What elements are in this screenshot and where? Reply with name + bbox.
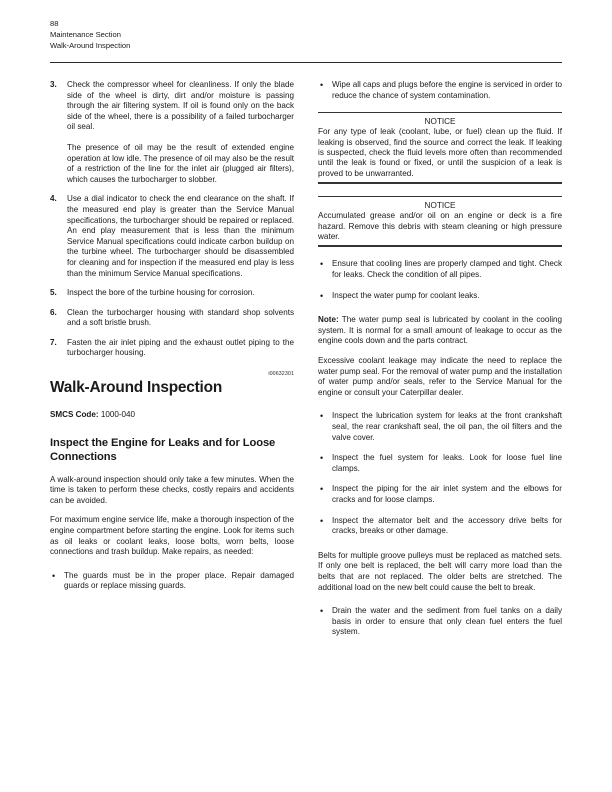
notice-body: Accumulated grease and/or oil on an engine or deck is a fire hazard. Remove this debris with steam cleaning or high pressure water. <box>318 211 562 242</box>
notice-title: NOTICE <box>424 201 456 211</box>
bullet-list-item <box>318 484 562 505</box>
paragraph: Belts for multiple groove pulleys must be replaced as matched sets. If only one belt is replaced, the belt will carry more load than the belts that are not replaced. The older belts are stretched. The additional load on the new belt could cause the belt to break. <box>318 550 562 592</box>
bullet-list-item <box>50 571 294 592</box>
numbered-list-item <box>50 288 294 299</box>
bullet-text: Ensure that cooling lines are properly clamped and tight. Check for leaks. Check the condition of all pipes. <box>332 259 562 280</box>
right-column <box>318 80 562 648</box>
two-column-body <box>50 80 562 648</box>
list-item-body <box>67 80 294 185</box>
bullet-dot-icon: • <box>320 484 324 495</box>
bullet-text: Wipe all caps and plugs before the engine is serviced in order to reduce the chance of system contamination. <box>332 80 562 100</box>
list-item-body <box>67 194 294 279</box>
note-label: Note: <box>318 315 339 325</box>
bullet-dot-icon: • <box>320 606 324 617</box>
smcs-code-label: SMCS Code: <box>50 410 99 420</box>
paragraph: Clean the turbocharger housing with standard shop solvents and a soft bristle brush. <box>67 307 294 328</box>
bullet-dot-icon: • <box>52 570 56 581</box>
bullet-list-item <box>318 453 562 474</box>
section-title: Walk-Around Inspection <box>50 379 223 397</box>
bullet-text: Inspect the water pump for coolant leaks. <box>332 290 480 300</box>
paragraph: For maximum engine service life, make a thorough inspection of the engine compartment before starting the engine. Look for items such as oil leaks or coolant leaks, loose bolts, worn belts, loose connections and trash buildup. Make repairs, as needed: <box>50 515 294 557</box>
numbered-list-item <box>50 308 294 329</box>
header-topic-name: Walk-Around Inspection <box>50 41 131 51</box>
page-number: 88 <box>50 19 59 28</box>
bullet-dot-icon: • <box>320 453 324 464</box>
paragraph: The presence of oil may be the result of extended engine operation at low idle. The presence of oil may also be the result of a restriction of the line for the inlet air (plugged air filters), which causes the turbocharger to slobber. <box>67 142 294 184</box>
bullet-list-item <box>318 291 562 302</box>
bullet-text: Drain the water and the sediment from fuel tanks on a daily basis in order to ensure that only clean fuel enters the fuel system. <box>332 606 562 637</box>
reference-id: i00632301 <box>268 371 294 378</box>
list-item-number: 4. <box>50 194 57 204</box>
bullet-dot-icon: • <box>320 259 324 270</box>
bullet-dot-icon: • <box>320 80 324 90</box>
notice-box <box>318 196 562 247</box>
notice-title: NOTICE <box>424 117 456 127</box>
bullet-dot-icon: • <box>320 290 324 301</box>
bullet-text: Inspect the piping for the air inlet system and the elbows for cracks and for loose clamps. <box>332 484 562 504</box>
bullet-text: Inspect the lubrication system for leaks at the front crankshaft seal, the rear crankshaft seal, the oil pan, the oil filters and the valve cover. <box>332 411 562 442</box>
list-item-body <box>67 308 294 329</box>
left-column <box>50 80 294 648</box>
note-text: The water pump seal is lubricated by coolant in the cooling system. It is normal for a small amount of leakage to occur as the engine cools down and the parts contract. <box>318 315 562 346</box>
bullet-list-item <box>318 606 562 638</box>
note-paragraph <box>318 315 562 347</box>
bullet-dot-icon: • <box>320 411 324 422</box>
list-item-number: 5. <box>50 288 57 298</box>
numbered-list-item <box>50 194 294 279</box>
header-divider-rule <box>50 62 562 63</box>
smcs-code-line <box>50 410 294 421</box>
list-item-body <box>67 288 294 299</box>
paragraph: A walk-around inspection should only take a few minutes. When the time is taken to perform these checks, costly repairs and accidents can be avoided. <box>50 474 294 505</box>
paragraph: Fasten the air inlet piping and the exhaust outlet piping to the turbocharger housing. <box>67 337 294 358</box>
numbered-list-item <box>50 80 294 185</box>
paragraph: Inspect the bore of the turbine housing for corrosion. <box>67 288 255 298</box>
list-item-number: 3. <box>50 80 57 89</box>
paragraph: Excessive coolant leakage may indicate the need to replace the water pump seal. For the removal of water pump and the installation of water pump and/or seals, refer to the Service Manual for the engine or consult your Caterpillar dealer. <box>318 356 562 397</box>
list-item-number: 6. <box>50 307 57 317</box>
notice-box <box>318 112 562 184</box>
bullet-list-item <box>318 259 562 280</box>
paragraph: Use a dial indicator to check the end clearance on the shaft. If the measured end play is greater than the Service Manual specifications, the turbocharger should be repaired or replaced. An end play measurement that is less than the minimum Service Manual specifications could indicate carbon buildup on the turbine wheel. The turbocharger should be disassembled for cleaning and for inspection if the measured end play is less than the minimum Service Manual specifications. <box>67 194 294 278</box>
bullet-text: Inspect the fuel system for leaks. Look for loose fuel line clamps. <box>332 453 562 473</box>
bullet-list-item <box>318 80 562 101</box>
numbered-list-item <box>50 338 294 359</box>
bullet-text: The guards must be in the proper place. Repair damaged guards or replace missing guards. <box>64 570 294 591</box>
bullet-dot-icon: • <box>320 515 324 526</box>
paragraph: Check the compressor wheel for cleanliness. If only the blade side of the wheel is dirty, dirt and/or moisture is passing through the air filtering system. If oil is found only on the back side of the wheel, there is a possibility of a failed turbocharger oil seal. <box>67 80 294 132</box>
list-item-body <box>67 338 294 359</box>
running-header <box>50 18 562 52</box>
smcs-code-value: 1000-040 <box>100 410 136 420</box>
subsection-title: Inspect the Engine for Leaks and for Loose Connections <box>50 436 276 463</box>
notice-body: For any type of leak (coolant, lube, or fuel) clean up the fluid. If leaking is observed, find the source and correct the leak. If leaking is suspected, check the fluid levels more often than recommended until the leak is found or fixed, or until the suspicion of a leak is proved to be unwarranted. <box>318 127 562 178</box>
list-item-number: 7. <box>50 337 57 347</box>
bullet-list-item <box>318 411 562 443</box>
bullet-list-item <box>318 516 562 537</box>
header-section-name: Maintenance Section <box>50 30 121 40</box>
bullet-text: Inspect the alternator belt and the accessory drive belts for cracks, breaks or other damage. <box>332 515 562 536</box>
